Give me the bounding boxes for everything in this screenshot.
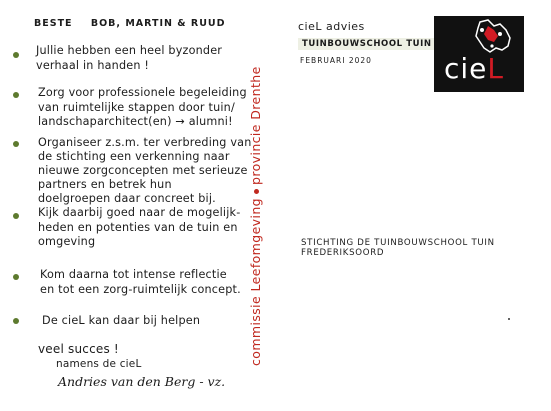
greeting-names: BOB, MARTIN & RUUD	[90, 18, 226, 29]
project-title: TUINBOUWSCHOOL TUIN	[298, 38, 436, 50]
recipient-address: STICHTING DE TUINBOUWSCHOOL TUIN FREDERIKSOORD	[301, 238, 495, 258]
list-item-line: Jullie hebben een heel byzonder	[36, 44, 223, 57]
vertical-committee-text	[248, 66, 263, 366]
bullet-dot	[13, 274, 19, 280]
committee-name: commissie Leefomgeving	[248, 197, 263, 366]
list-item-line: en tot een zorg-ruimtelijk concept.	[40, 282, 241, 296]
bullet-dot	[13, 141, 19, 147]
list-item-line: de stichting een verkenning naar	[38, 150, 230, 163]
list-item-line: Organiseer z.s.m. ter verbreding van	[38, 136, 252, 149]
logo-text	[444, 52, 504, 85]
logo-text-main: cie	[444, 52, 488, 85]
list-item-line: Zorg voor professionele begeleiding	[38, 86, 247, 99]
list-item-line: Kom daarna tot intense reflectie	[40, 268, 227, 281]
list-item-line: van ruimtelijke stappen door tuin/	[38, 100, 235, 114]
list-item	[38, 136, 252, 206]
date: FEBRUARI 2020	[300, 56, 372, 65]
list-item	[40, 268, 241, 297]
list-item-line: partners en betrek hun	[38, 178, 172, 191]
list-item	[38, 206, 240, 250]
bullet-dot	[13, 92, 19, 98]
list-item	[36, 44, 222, 73]
list-item-line: omgeving	[38, 235, 96, 248]
dot-mark	[508, 318, 510, 320]
list-item-line: verhaal in handen !	[36, 58, 150, 72]
province-name: provincie Drenthe	[248, 66, 263, 185]
list-item-line: nieuwe zorgconcepten met serieuze	[38, 164, 248, 177]
list-item-line: De cieL kan daar bij helpen	[42, 314, 201, 327]
separator-dot	[254, 189, 259, 194]
list-item-line: heden en potenties van de tuin en	[38, 220, 238, 234]
signature: Andries van den Berg - vz.	[58, 374, 226, 389]
list-item-line: Kijk daarbij goed naar de mogelijk-	[38, 206, 241, 219]
greeting	[34, 18, 226, 29]
logo-text-accent: L	[487, 52, 505, 85]
list-item	[42, 314, 200, 329]
bullet-dot	[13, 318, 19, 324]
closing-wish: veel succes !	[38, 342, 119, 356]
org-name: cieL advies	[298, 20, 365, 33]
greeting-prefix: BESTE	[34, 18, 73, 29]
closing-on-behalf: namens de cieL	[56, 358, 142, 370]
bullet-dot	[13, 52, 19, 58]
list-item-line: doelgroepen daar concreet bij.	[38, 192, 216, 205]
list-item	[38, 86, 247, 130]
bullet-dot	[13, 213, 19, 219]
list-item-line: landschaparchitect(en) → alumni!	[38, 115, 233, 128]
ciel-logo	[434, 16, 524, 92]
